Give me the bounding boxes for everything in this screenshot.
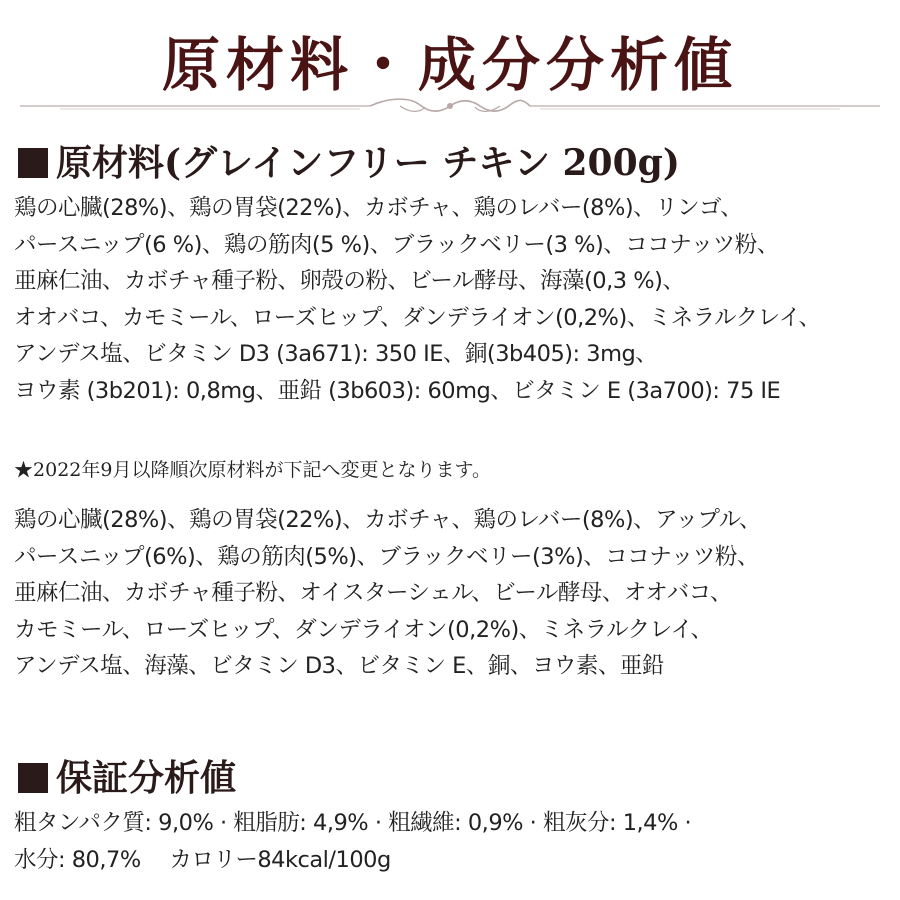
ingredients-heading-text: 原材料(グレインフリー チキン 200g) (56, 142, 680, 184)
new-ingredients-list (14, 502, 894, 685)
analysis-list (14, 805, 894, 878)
ingredients-heading (18, 135, 680, 186)
ingredients-line: オオバコ、カモミール、ローズヒップ、ダンデライオン(0,2%)、ミネラルクレイ、 (14, 304, 821, 331)
ingredients-line: アンデス塩、ビタミン D3 (3a671): 350 IE、銅(3b405): 3mg、 (14, 341, 658, 367)
new-ingredients-line: 亜麻仁油、カボチャ種子粉、オイスターシェル、ビール酵母、オオバコ、 (14, 580, 732, 606)
ingredients-line: パースニップ(6 %)、鶏の筋肉(5 %)、ブラックベリー(3 %)、ココナッツ粉、 (14, 231, 779, 258)
ingredients-line: 亜麻仁油、カボチャ種子粉、卵殻の粉、ビール酵母、海藻(0,3 %)、 (14, 268, 685, 294)
square-bullet-icon (18, 763, 48, 793)
analysis-line: 水分: 80,7% カロリー84kcal/100g (14, 846, 391, 873)
new-ingredients-line: 鶏の心臓(28%)、鶏の胃袋(22%)、カボチャ、鶏のレバー(8%)、アップル、 (14, 507, 761, 533)
ingredients-list (14, 190, 894, 409)
ingredients-line: 鶏の心臓(28%)、鶏の胃袋(22%)、カボチャ、鶏のレバー(8%)、リンゴ、 (14, 195, 743, 221)
ornament-divider (20, 95, 880, 117)
analysis-heading-text: 保証分析値 (56, 757, 237, 799)
change-notice-text: 2022年9月以降順次原材料が下記へ変更となります。 (33, 459, 491, 481)
page-title: 原材料・成分分析値 (161, 31, 738, 99)
square-bullet-icon (18, 148, 48, 178)
analysis-line: 粗タンパク質: 9,0% · 粗脂肪: 4,9% · 粗繊維: 0,9% · 粗灰分: 1,4% · (14, 810, 692, 836)
new-ingredients-line: カモミール、ローズヒップ、ダンデライオン(0,2%)、ミネラルクレイ、 (14, 616, 713, 643)
new-ingredients-line: アンデス塩、海藻、ビタミン D3、ビタミン E、銅、ヨウ素、亜鉛 (14, 653, 664, 679)
ingredients-line: ヨウ素 (3b201): 0,8mg、亜鉛 (3b603): 60mg、ビタミン E (3a700): 75 IE (14, 377, 781, 404)
change-notice (14, 455, 491, 482)
analysis-heading (18, 750, 236, 801)
new-ingredients-line: パースニップ(6%)、鶏の筋肉(5%)、ブラックベリー(3%)、ココナッツ粉、 (14, 543, 759, 570)
star-icon: ★ (14, 459, 34, 481)
